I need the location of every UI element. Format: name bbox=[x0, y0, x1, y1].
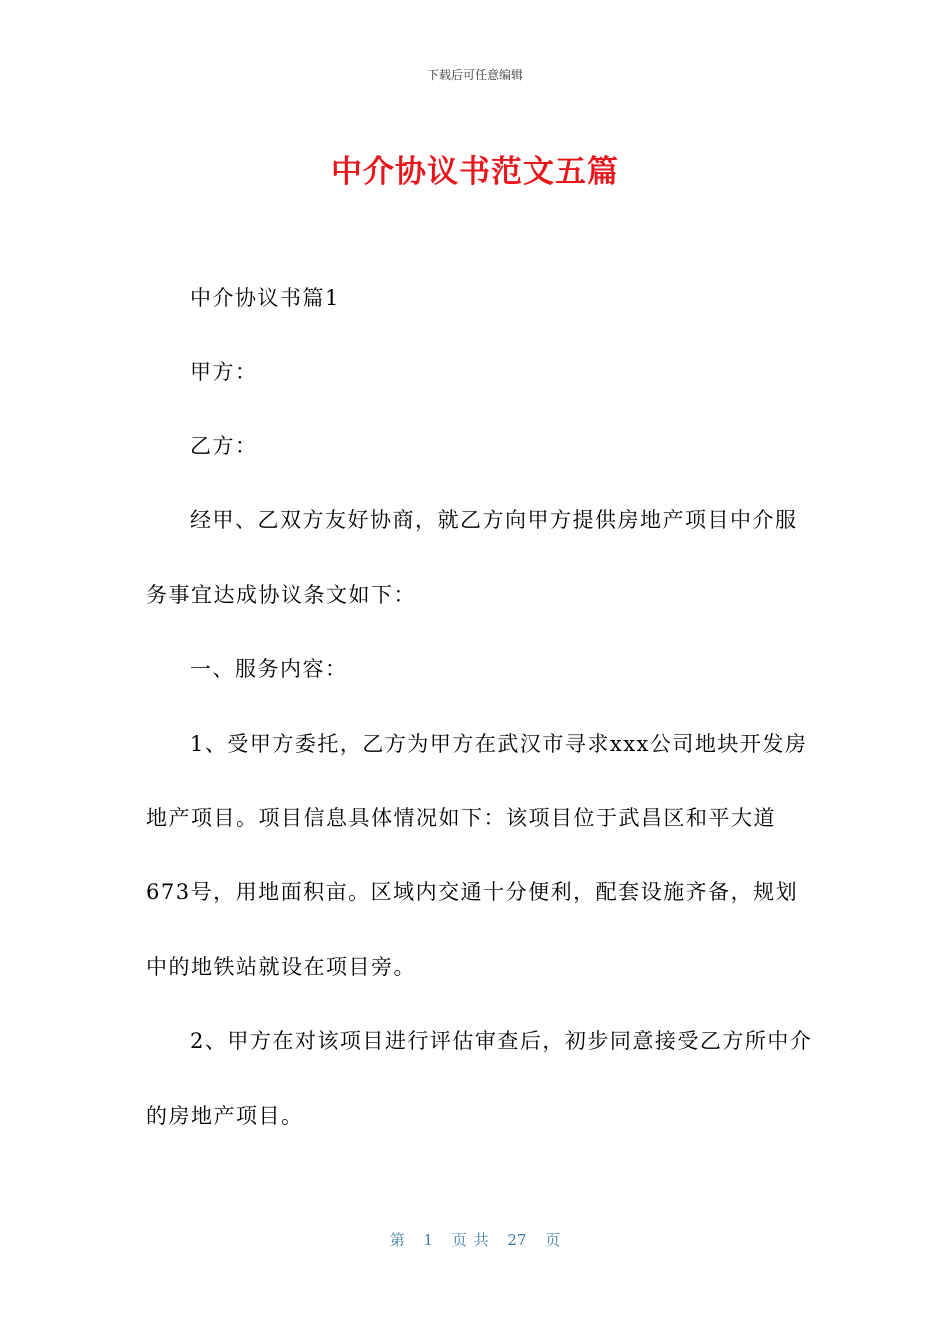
paragraph-line: 的房地产项目。 bbox=[146, 1104, 304, 1128]
paragraph-line: 2、甲方在对该项目进行评估审查后，初步同意接受乙方所中介 bbox=[190, 1029, 813, 1053]
current-page-number: 1 bbox=[423, 1231, 434, 1249]
section-heading: 中介协议书篇1 bbox=[190, 286, 340, 310]
party-b-line: 乙方： bbox=[190, 434, 258, 458]
page-mid: 页 共 bbox=[451, 1231, 489, 1249]
paragraph-line: 1、受甲方委托，乙方为甲方在武汉市寻求xxx公司地块开发房 bbox=[190, 732, 808, 756]
party-a-line: 甲方： bbox=[190, 360, 258, 384]
paragraph-line: 经甲、乙双方友好协商，就乙方向甲方提供房地产项目中介服 bbox=[190, 508, 798, 532]
clause-heading: 一、服务内容： bbox=[190, 657, 348, 681]
total-pages-number: 27 bbox=[507, 1231, 527, 1249]
header-note: 下载后可任意编辑 bbox=[426, 68, 523, 82]
page-prefix: 第 bbox=[389, 1231, 405, 1249]
document-title: 中介协议书范文五篇 bbox=[331, 154, 619, 190]
paragraph-line: 673号，用地面积亩。区域内交通十分便利，配套设施齐备，规划 bbox=[146, 880, 799, 904]
paragraph-line: 中的地铁站就设在项目旁。 bbox=[146, 955, 416, 979]
paragraph-line: 地产项目。项目信息具体情况如下：该项目位于武昌区和平大道 bbox=[146, 806, 776, 830]
page-suffix: 页 bbox=[545, 1231, 561, 1249]
paragraph-line: 务事宜达成协议条文如下： bbox=[146, 583, 416, 607]
page-footer bbox=[0, 1229, 950, 1250]
